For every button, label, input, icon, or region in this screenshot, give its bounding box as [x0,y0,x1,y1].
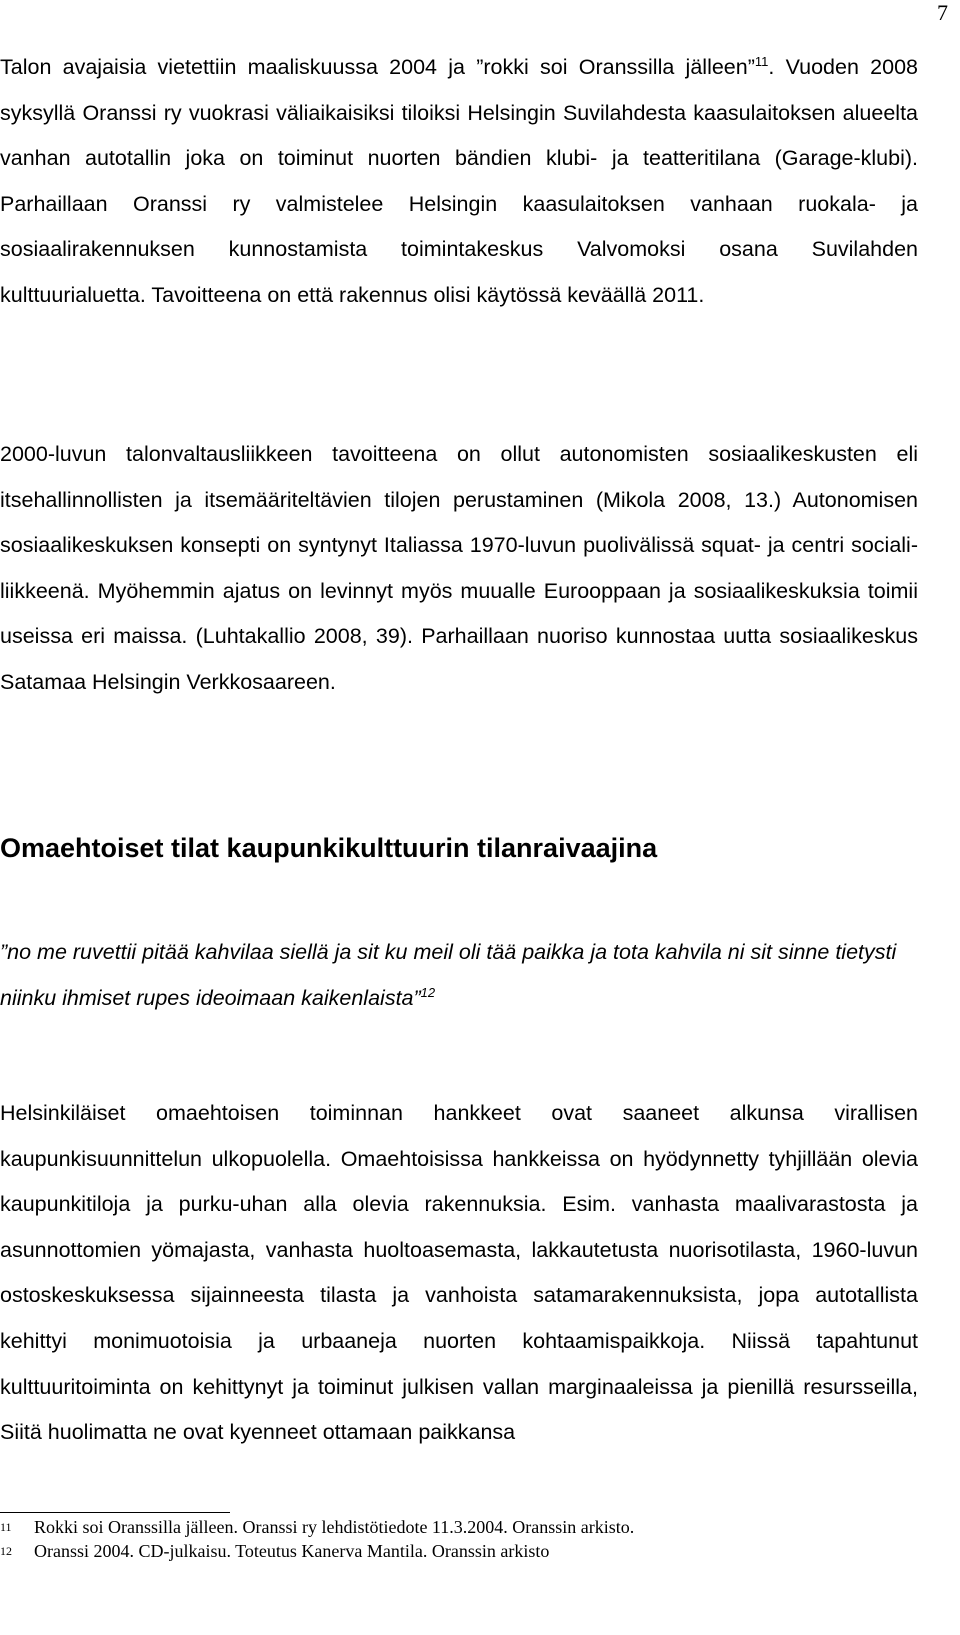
paragraph-text: Talon avajaisia vietettiin maaliskuussa 2004 ja ”rokki soi Oranssilla jälleen” [0,55,755,79]
page-number: 7 [937,0,948,25]
paragraph-social-centres: 2000-luvun talonvaltausliikkeen tavoitteena on ollut autonomisten sosiaalikeskusten eli itsehallinnollisten ja itsemääriteltävien tilojen perustaminen (Mikola 2008, 13.) Autonomisen sosiaalikeskuksen konsepti on syntynyt Italiassa 1970-luvun puolivälissä squat- ja centri sociali-liikkeenä. Myöhemmin ajatus on levinnyt myös muualle Eurooppaan ja sosiaalikeskuksia toimii useissa eri maissa. (Luhtakallio 2008, 39). Parhaillaan nuoriso kunnostaa uutta sosiaalikeskus Satamaa Helsingin Verkkosaareen. [0,442,918,694]
paragraph-oranssi-history [0,45,918,319]
section-heading: Omaehtoiset tilat kaupunkikulttuurin tilanraivaajina [0,833,658,863]
footnote-ref-12[interactable]: 12 [420,984,436,1000]
interview-quote [0,930,918,1021]
footnote-ref-11[interactable]: 11 [754,53,769,69]
footnote-number: 12 [0,1544,12,1558]
paragraph-text: . Vuoden 2008 syksyllä Oranssi ry vuokrasi väliaikaisiksi tiloiksi Helsingin Suvilahdesta kaasulaitoksen alueelta vanhan autotallin joka on toiminut nuorten bändien klubi- ja teatteritilana (Garage-klubi). Parhaillaan Oranssi ry valmistelee Helsingin kaasulaitoksen vanhaan ruokala- ja sosiaalirakennuksen kunnostamista toimintakeskus Valvomoksi osana Suvilahden kulttuurialuetta. Tavoitteena on että rakennus olisi käytössä keväällä 2011. [0,55,918,307]
paragraph-self-initiated-projects: Helsinkiläiset omaehtoisen toiminnan hankkeet ovat saaneet alkunsa virallisen kaupunkisuunnittelun ulkopuolella. Omaehtoisissa hankkeissa on hyödynnetty tyhjillään olevia kaupunkitiloja ja purku-uhan alla olevia rakennuksia. Esim. vanhasta maalivarastosta ja asunnottomien yömajasta, vanhasta huoltoasemasta, lakkautetusta nuorisotilasta, 1960-luvun ostoskeskuksessa sijainneesta tilasta ja vanhoista satamarakennuksista, jopa autotallista kehittyi monimuotoisia ja urbaaneja nuorten kohtaamispaikkoja. Niissä tapahtunut kulttuuritoiminta on kehittynyt ja toiminut julkisen vallan marginaaleissa ja pienillä resursseilla, Siitä huolimatta ne ovat kyenneet ottamaan paikkansa [0,1101,918,1445]
footnote-number: 11 [0,1520,12,1534]
footnote-12 [0,1540,918,1562]
footnote-divider [0,1512,230,1513]
footnote-text: Oranssi 2004. CD-julkaisu. Toteutus Kanerva Mantila. Oranssin arkisto [34,1541,550,1561]
footnote-11 [0,1516,918,1538]
quote-text: ”no me ruvettii pitää kahvilaa siellä ja sit ku meil oli tää paikka ja tota kahvila ni sit sinne tietysti niinku ihmiset rupes ideoimaan kaikenlaista” [0,940,897,1010]
footnote-text: Rokki soi Oranssilla jälleen. Oranssi ry lehdistötiedote 11.3.2004. Oranssin arkisto. [34,1517,635,1537]
